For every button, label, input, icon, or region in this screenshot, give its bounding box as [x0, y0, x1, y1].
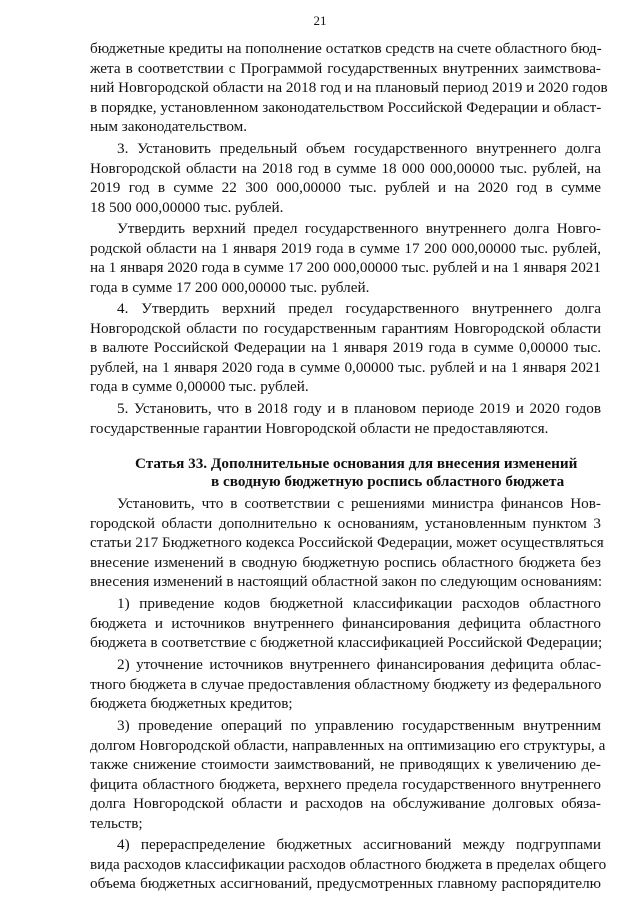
text-line: вида расходов классификации расходов областного бюджета в пределах общего: [90, 855, 607, 873]
article-heading: Статья 33. Дополнительные основания для внесения изменений: [135, 455, 578, 472]
text-line: 2019 год в сумме 22 300 000,00000 тыс. рублей и на 2020 год в сумме: [90, 179, 601, 196]
text-line: бюджета в соответствие с бюджетной классификацией Российской Федерации;: [90, 634, 603, 651]
text-line: жета в соответствии с Программой государственных внутренних заимствова-: [90, 59, 601, 77]
text-line: Новгородской области на 2018 год в сумме 18 000 000,00000 тыс. рублей, на: [90, 159, 601, 177]
text-line: в порядке, установленном законодательством Российской Федерации и област-: [90, 98, 602, 116]
text-line: тного бюджета в случае предоставления областному бюджету из федерального: [90, 675, 602, 693]
page-number: 21: [313, 13, 327, 28]
text-line: также снижение стоимости заимствований, не приводящих к увеличению де-: [90, 756, 601, 773]
text-line: рублей, на 1 января 2020 года в сумме 0,00000 тыс. рублей и на 1 января 2021: [90, 358, 601, 376]
text-line: Новгородской области по государственным гарантиям Новгородской области: [90, 319, 601, 337]
text-line: года в сумме 17 200 000,00000 тыс. рублей.: [90, 278, 370, 296]
text-line: ний Новгородской области на 2018 год и на плановый период 2019 и 2020 годов: [90, 79, 608, 96]
text-line: родской области на 1 января 2019 года в сумме 17 200 000,00000 тыс. рублей,: [90, 239, 601, 257]
text-line: фицита областного бюджета, верхнего предела государственного внутреннего: [90, 775, 601, 793]
text-line: Установить, что в соответствии с решениями министра финансов Нов-: [117, 495, 601, 512]
text-line: года в сумме 0,00000 тыс. рублей.: [90, 378, 309, 395]
text-line: внесения изменений в настоящий областной закон по следующим основаниям:: [90, 573, 603, 590]
text-line: на 1 января 2020 года в сумме 17 200 000,00000 тыс. рублей и на 1 января 2021: [90, 259, 601, 276]
text-line: городской области дополнительно к основаниям, установленным пунктом 3: [90, 514, 601, 532]
text-line: статьи 217 Бюджетного кодекса Российской Федерации, может осуществляться: [90, 534, 604, 551]
text-line: ным законодательством.: [90, 118, 248, 135]
text-line: 3) проведение операций по управлению государственным внутренним: [117, 717, 601, 734]
text-line: бюджета и источников внутреннего финансирования дефицита областного: [90, 614, 601, 632]
text-line: 4. Утвердить верхний предел государственного внутреннего долга: [117, 300, 601, 317]
text-line: внесение изменений в сводную бюджетную роспись областного бюджета без: [90, 553, 601, 571]
text-line: бюджета бюджетных кредитов;: [90, 695, 293, 712]
text-line: тельств;: [90, 814, 143, 832]
text-line: 1) приведение кодов бюджетной классификации расходов областного: [117, 595, 601, 612]
text-line: объема бюджетных ассигнований, предусмотренных главному распорядителю: [90, 875, 601, 892]
text-line: 2) уточнение источников внутреннего финансирования дефицита облас-: [117, 656, 601, 673]
text-line: 4) перераспределение бюджетных ассигнований между подгруппами: [117, 836, 601, 853]
text-line: долга Новгородской области и расходов на обслуживание долговых обяза-: [90, 795, 601, 812]
text-line: в валюте Российской Федерации на 1 января 2019 года в сумме 0,00000 тыс.: [90, 339, 601, 356]
text-line: 3. Установить предельный объем государственного внутреннего долга: [117, 140, 601, 157]
text-line: долгом Новгородской области, направленных на оптимизацию его структуры, а: [90, 736, 606, 754]
text-line: Утвердить верхний предел государственного внутреннего долга Новго-: [117, 220, 601, 237]
text-line: бюджетные кредиты на пополнение остатков средств на счете областного бюд-: [90, 40, 602, 57]
text-line: 5. Установить, что в 2018 году и в плановом периоде 2019 и 2020 годов: [117, 400, 601, 417]
article-heading: в сводную бюджетную роспись областного бюджета: [211, 473, 565, 490]
text-line: государственные гарантии Новгородской области не предоставляются.: [90, 419, 549, 437]
text-line: 18 500 000,00000 тыс. рублей.: [90, 198, 284, 216]
